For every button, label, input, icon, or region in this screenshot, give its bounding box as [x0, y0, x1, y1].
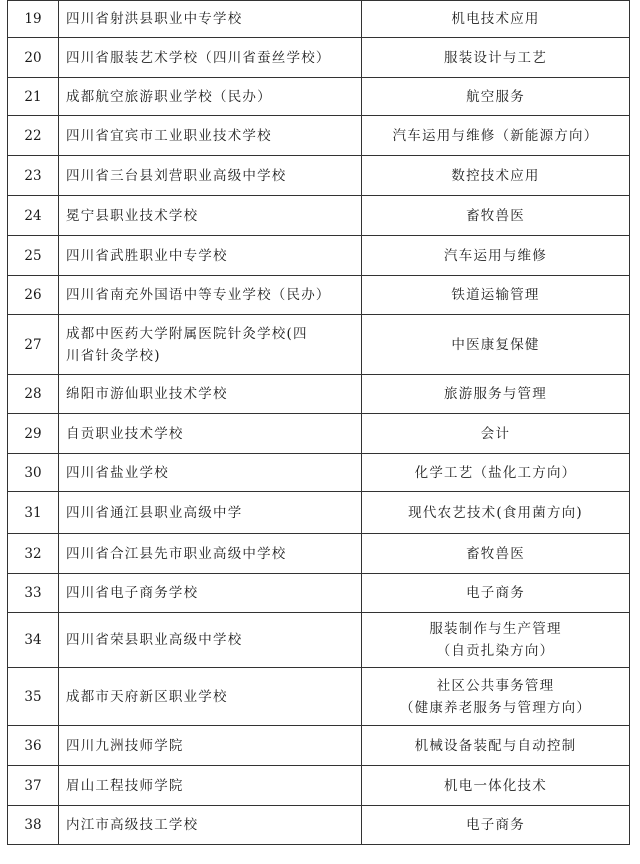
table-row: [8, 276, 630, 315]
major-name-line: 机械设备装配与自动控制: [414, 737, 577, 754]
table-row: [8, 78, 630, 116]
major-name-cell: [362, 806, 630, 845]
school-name-line: 川省针灸学校): [66, 347, 161, 364]
school-name-cell: [59, 276, 362, 315]
table-row: [8, 236, 630, 276]
table-row: [8, 668, 630, 726]
table-row: [8, 1, 630, 38]
row-number: 31: [8, 492, 59, 534]
table-row: [8, 766, 630, 806]
row-number: 25: [8, 236, 59, 276]
school-name-cell: [59, 726, 362, 766]
school-name-cell: [59, 116, 362, 156]
row-number: 32: [8, 534, 59, 574]
school-name-cell: [59, 414, 362, 454]
row-number: 36: [8, 726, 59, 766]
school-name-cell: [59, 806, 362, 845]
major-name-line: （健康养老服务与管理方向）: [399, 699, 592, 716]
major-name-cell: [362, 78, 630, 116]
row-number: 33: [8, 574, 59, 613]
row-number: 21: [8, 78, 59, 116]
school-name-line: 四川九洲技师学院: [66, 737, 184, 754]
school-name-line: 自贡职业技术学校: [66, 425, 184, 442]
school-name-cell: [59, 668, 362, 726]
school-name-cell: [59, 766, 362, 806]
major-name-line: 服装制作与生产管理: [429, 621, 562, 637]
row-number: 22: [8, 116, 59, 156]
table-row: [8, 534, 630, 574]
row-number: 24: [8, 196, 59, 236]
school-name-line: 四川省服装艺术学校（四川省蚕丝学校）: [66, 49, 331, 66]
major-name-line: 会计: [480, 425, 511, 442]
row-number: 34: [8, 613, 59, 668]
table-row: [8, 574, 630, 613]
row-number: 35: [8, 668, 59, 726]
major-name-cell: [362, 726, 630, 766]
table-row: [8, 726, 630, 766]
table-row: [8, 38, 630, 78]
school-name-line: 四川省南充外国语中等专业学校（民办）: [66, 287, 331, 303]
school-name-cell: [59, 492, 362, 534]
table-row: [8, 196, 630, 236]
major-name-line: 铁道运输管理: [451, 287, 540, 303]
table-row: [8, 156, 630, 196]
major-name-cell: [362, 1, 630, 38]
major-name-line: 数控技术应用: [451, 167, 540, 184]
major-name-cell: [362, 613, 630, 668]
row-number: 19: [8, 1, 59, 38]
school-name-line: 四川省通江县职业高级中学: [66, 504, 243, 521]
major-name-line: 机电一体化技术: [444, 777, 547, 794]
major-name-line: 电子商务: [466, 585, 525, 601]
major-name-cell: [362, 766, 630, 806]
row-number: 27: [8, 315, 59, 375]
school-name-line: 冕宁县职业技术学校: [66, 207, 199, 224]
school-name-line: 四川省电子商务学校: [66, 585, 199, 601]
school-name-line: 内江市高级技工学校: [66, 817, 199, 833]
school-name-line: 四川省盐业学校: [66, 464, 169, 481]
school-name-cell: [59, 315, 362, 375]
school-name-line: 绵阳市游仙职业技术学校: [66, 386, 228, 402]
major-name-line: 汽车运用与维修（新能源方向）: [392, 127, 599, 144]
major-name-line: 畜牧兽医: [466, 545, 525, 562]
school-name-cell: [59, 196, 362, 236]
table-row: [8, 454, 630, 492]
major-name-cell: [362, 414, 630, 454]
table-row: [8, 315, 630, 375]
school-name-line: 四川省宜宾市工业职业技术学校: [66, 127, 272, 144]
school-name-line: 成都航空旅游职业学校（民办）: [66, 88, 272, 105]
major-name-cell: [362, 668, 630, 726]
major-name-line: 现代农艺技术(食用菌方向): [408, 504, 583, 521]
school-name-line: 四川省射洪县职业中专学校: [66, 11, 243, 27]
major-name-line: 机电技术应用: [451, 11, 540, 27]
school-major-table: [7, 0, 630, 845]
table-row: [8, 414, 630, 454]
school-name-line: 眉山工程技师学院: [66, 777, 184, 794]
school-name-line: 四川省武胜职业中专学校: [66, 247, 228, 264]
row-number: 37: [8, 766, 59, 806]
major-name-cell: [362, 574, 630, 613]
row-number: 20: [8, 38, 59, 78]
major-name-line: 航空服务: [466, 88, 525, 105]
major-name-line: 汽车运用与维修: [444, 247, 547, 264]
major-name-cell: [362, 315, 630, 375]
school-name-cell: [59, 236, 362, 276]
row-number: 26: [8, 276, 59, 315]
major-name-cell: [362, 236, 630, 276]
school-name-cell: [59, 534, 362, 574]
table-row: [8, 116, 630, 156]
major-name-cell: [362, 492, 630, 534]
major-name-cell: [362, 454, 630, 492]
major-name-line: 中医康复保健: [451, 336, 540, 353]
table-body: [8, 1, 630, 845]
row-number: 23: [8, 156, 59, 196]
major-name-cell: [362, 276, 630, 315]
school-name-line: 四川省三台县刘营职业高级中学校: [66, 167, 287, 184]
school-name-cell: [59, 454, 362, 492]
school-name-cell: [59, 156, 362, 196]
major-name-line: 化学工艺（盐化工方向）: [414, 464, 577, 481]
major-name-line: 畜牧兽医: [466, 207, 525, 224]
table-row: [8, 492, 630, 534]
table-row: [8, 375, 630, 414]
major-name-cell: [362, 116, 630, 156]
major-name-line: 社区公共事务管理: [436, 677, 555, 694]
row-number: 38: [8, 806, 59, 845]
table-row: [8, 806, 630, 845]
school-name-line: 四川省合江县先市职业高级中学校: [66, 545, 287, 562]
major-name-cell: [362, 534, 630, 574]
major-name-line: （自贡扎染方向）: [436, 643, 555, 659]
major-name-cell: [362, 375, 630, 414]
major-name-cell: [362, 156, 630, 196]
row-number: 29: [8, 414, 59, 454]
major-name-line: 服装设计与工艺: [444, 49, 547, 66]
school-name-cell: [59, 1, 362, 38]
row-number: 28: [8, 375, 59, 414]
table-row: [8, 613, 630, 668]
school-name-line: 四川省荣县职业高级中学校: [66, 632, 243, 648]
school-name-line: 成都市天府新区职业学校: [66, 688, 228, 705]
school-name-cell: [59, 78, 362, 116]
school-name-cell: [59, 574, 362, 613]
major-name-line: 电子商务: [466, 817, 525, 833]
school-name-cell: [59, 38, 362, 78]
school-name-cell: [59, 613, 362, 668]
major-name-cell: [362, 196, 630, 236]
school-name-cell: [59, 375, 362, 414]
major-name-line: 旅游服务与管理: [444, 386, 547, 402]
row-number: 30: [8, 454, 59, 492]
school-name-line: 成都中医药大学附属医院针灸学校(四: [66, 325, 308, 342]
major-name-cell: [362, 38, 630, 78]
